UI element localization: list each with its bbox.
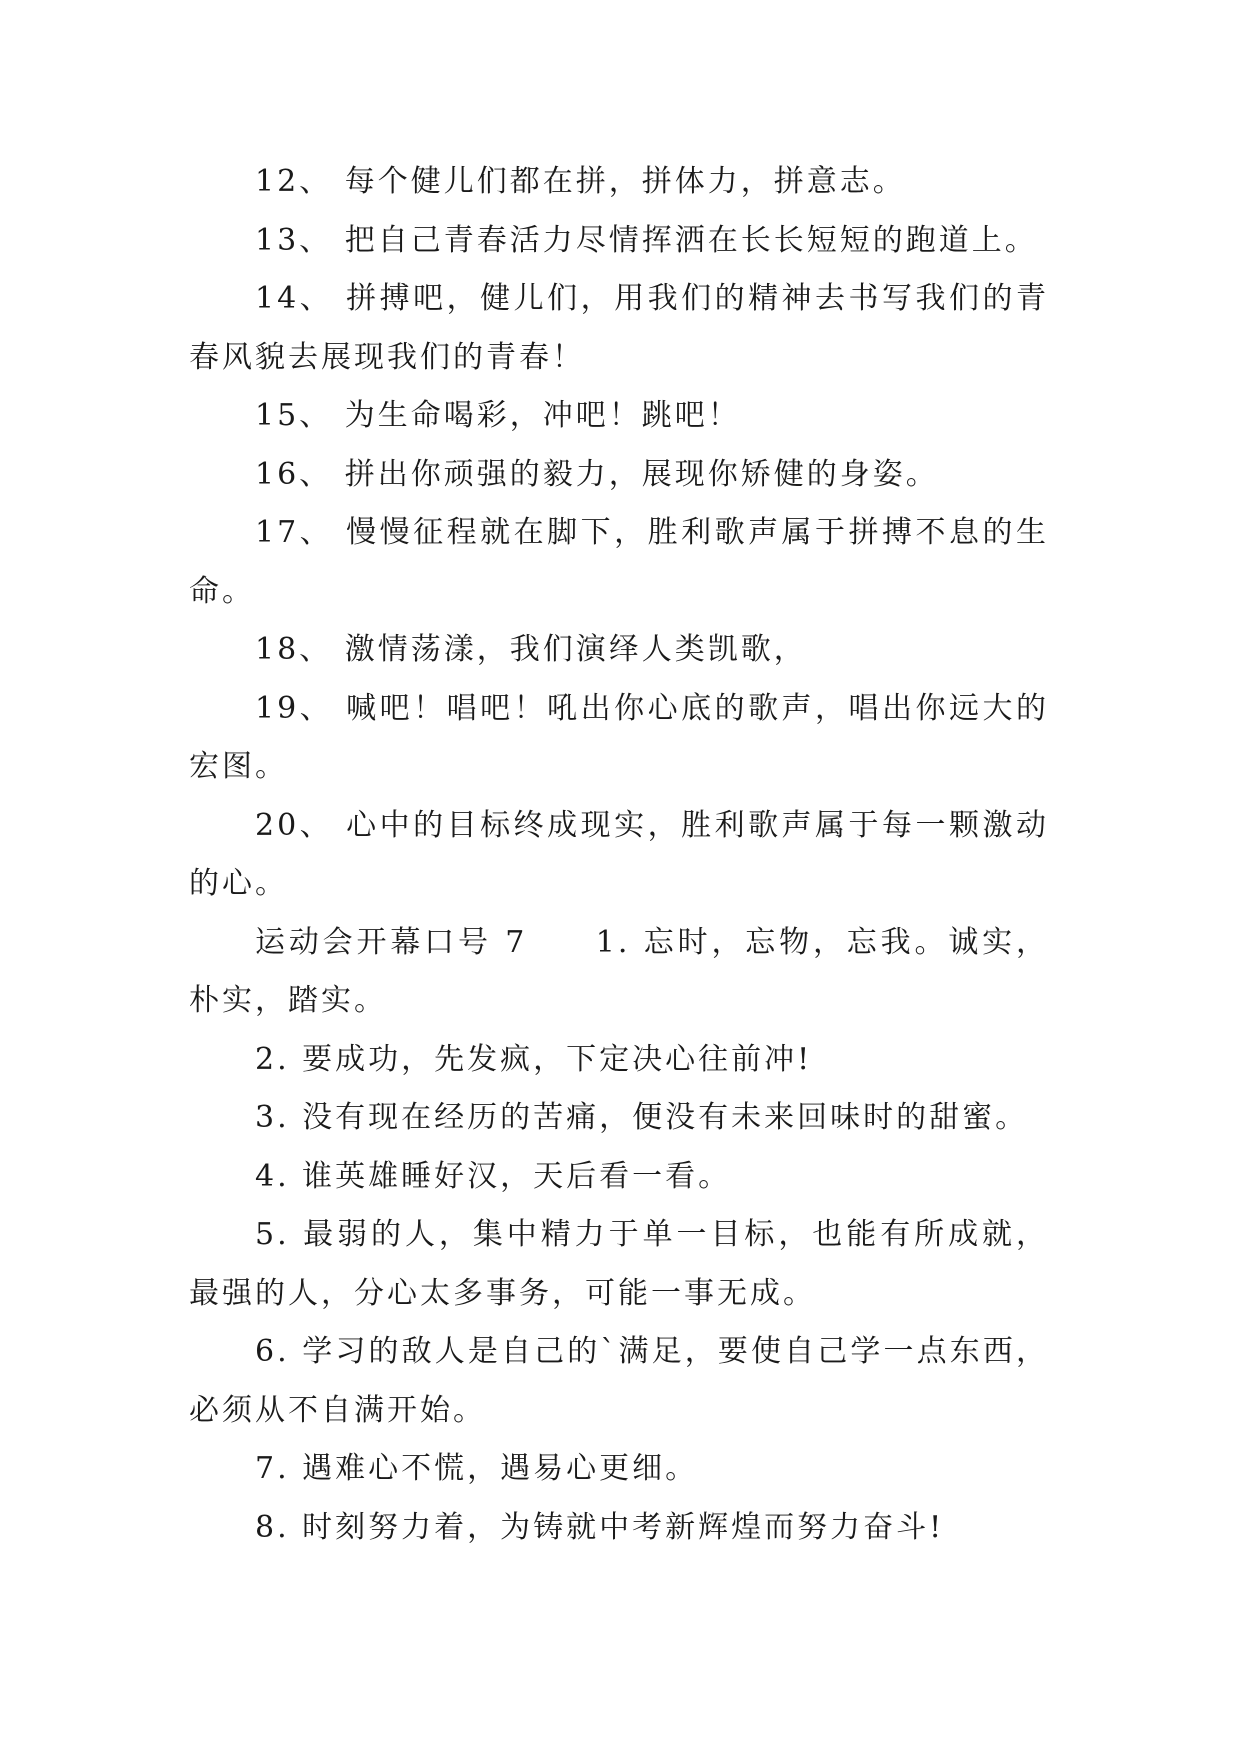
slogan-paragraph: 6. 学习的敌人是自己的`满足，要使自己学一点东西，必须从不自满开始。 (189, 1334, 1049, 1428)
slogan-paragraph: 3. 没有现在经历的苦痛，便没有未来回味时的甜蜜。 (255, 1100, 1029, 1135)
slogan-paragraph: 13、 把自己青春活力尽情挥洒在长长短短的跑道上。 (255, 222, 1038, 258)
document-body (189, 153, 1049, 1557)
slogan-paragraph: 14、 拼搏吧，健儿们，用我们的精神去书写我们的青春风貌去展现我们的青春！ (189, 281, 1049, 375)
section-heading-paragraph: 运动会开幕口号 7 1. 忘时，忘物，忘我。诚实，朴实，踏实。 (189, 924, 1049, 1018)
slogan-paragraph: 20、 心中的目标终成现实，胜利歌声属于每一颗激动的心。 (189, 807, 1049, 901)
slogan-paragraph: 18、 激情荡漾，我们演绎人类凯歌， (255, 632, 807, 667)
slogan-paragraph: 8. 时刻努力着，为铸就中考新辉煌而努力奋斗! (255, 1509, 945, 1545)
slogan-paragraph: 15、 为生命喝彩，冲吧！跳吧！ (255, 398, 741, 433)
slogan-paragraph: 16、 拼出你顽强的毅力，展现你矫健的身姿。 (255, 456, 939, 492)
slogan-paragraph: 17、 慢慢征程就在脚下，胜利歌声属于拼搏不息的生命。 (189, 515, 1049, 609)
slogan-paragraph: 12、 每个健儿们都在拼，拼体力，拼意志。 (255, 164, 906, 199)
slogan-paragraph: 4. 谁英雄睡好汉，天后看一看。 (255, 1158, 732, 1194)
slogan-paragraph: 2. 要成功，先发疯，下定决心往前冲! (255, 1041, 813, 1077)
slogan-paragraph: 7. 遇难心不慌，遇易心更细。 (255, 1451, 699, 1486)
slogan-paragraph: 19、 喊吧！唱吧！吼出你心底的歌声，唱出你远大的宏图。 (189, 690, 1049, 784)
slogan-paragraph: 5. 最弱的人，集中精力于单一目标，也能有所成就，最强的人，分心太多事务，可能一事无成。 (189, 1217, 1049, 1311)
